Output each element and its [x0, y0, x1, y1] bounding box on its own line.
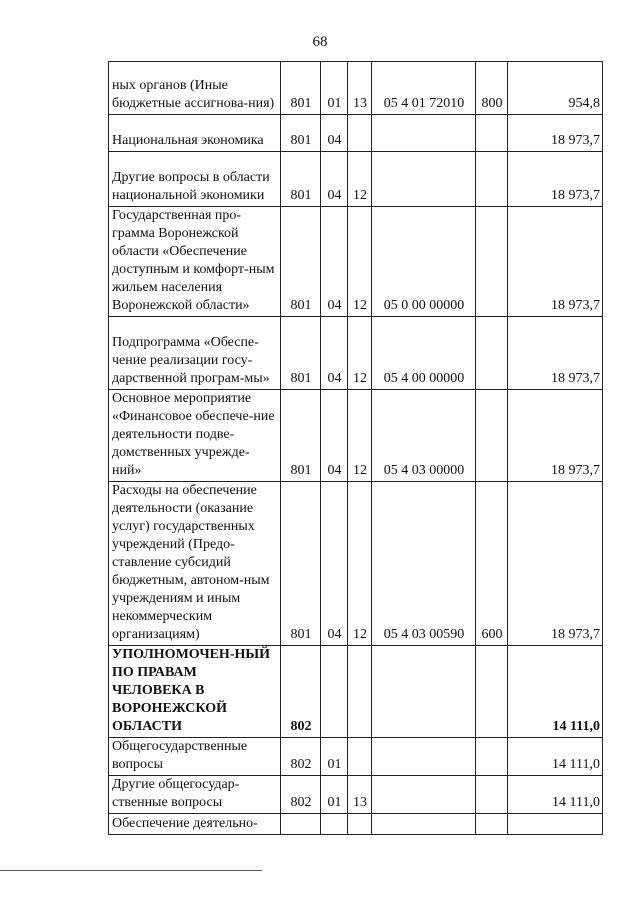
subsection-code-cell: 12	[348, 317, 372, 390]
amount-cell: 18 973,7	[508, 390, 603, 482]
ministry-code-cell: 802	[281, 776, 321, 814]
amount-cell	[508, 814, 603, 835]
table-row	[109, 115, 603, 152]
expense-type-cell	[476, 776, 508, 814]
target-article-cell	[372, 738, 476, 776]
section-code-cell: 01	[321, 62, 348, 115]
row-name-cell: Основное мероприятие «Финансовое обеспече-ние деятельности подве-домственных учрежде-ний»	[109, 390, 281, 482]
subsection-code-cell	[348, 115, 372, 152]
target-article-cell	[372, 152, 476, 207]
ministry-code-cell: 801	[281, 62, 321, 115]
page-number: 68	[312, 34, 328, 50]
table-row	[109, 207, 603, 317]
expense-type-cell	[476, 738, 508, 776]
table-row	[109, 738, 603, 776]
expense-type-cell	[476, 207, 508, 317]
target-article-cell: 05 4 03 00590	[372, 482, 476, 646]
section-code-cell: 04	[321, 115, 348, 152]
section-code-cell: 04	[321, 207, 348, 317]
expense-type-cell	[476, 152, 508, 207]
section-code-cell: 01	[321, 738, 348, 776]
expense-type-cell	[476, 390, 508, 482]
ministry-code-cell: 801	[281, 115, 321, 152]
ministry-code-cell: 801	[281, 482, 321, 646]
amount-cell: 18 973,7	[508, 152, 603, 207]
amount-cell: 954,8	[508, 62, 603, 115]
section-code-cell: 04	[321, 317, 348, 390]
section-code-cell: 01	[321, 776, 348, 814]
expense-type-cell: 600	[476, 482, 508, 646]
subsection-code-cell: 13	[348, 776, 372, 814]
section-code-cell: 04	[321, 152, 348, 207]
amount-cell: 18 973,7	[508, 207, 603, 317]
target-article-cell: 05 4 00 00000	[372, 317, 476, 390]
subsection-code-cell	[348, 646, 372, 738]
row-name-cell: Другие вопросы в области национальной экономики	[109, 152, 281, 207]
table-row	[109, 390, 603, 482]
ministry-code-cell: 802	[281, 738, 321, 776]
section-code-cell	[321, 814, 348, 835]
section-code-cell	[321, 646, 348, 738]
expense-type-cell	[476, 115, 508, 152]
ministry-code-cell	[281, 814, 321, 835]
row-name-cell: Национальная экономика	[109, 115, 281, 152]
ministry-code-cell: 802	[281, 646, 321, 738]
subsection-code-cell: 12	[348, 482, 372, 646]
amount-cell: 14 111,0	[508, 776, 603, 814]
ministry-code-cell: 801	[281, 207, 321, 317]
subsection-code-cell: 12	[348, 207, 372, 317]
subsection-code-cell	[348, 814, 372, 835]
row-name-cell: Расходы на обеспечение деятельности (оказание услуг) государственных учреждений (Предо-ставление субсидий бюджетным, автоном-ным учреждениям и иным некоммерческим организациям)	[109, 482, 281, 646]
subsection-code-cell: 12	[348, 152, 372, 207]
table-row	[109, 62, 603, 115]
table-row	[109, 776, 603, 814]
target-article-cell: 05 0 00 00000	[372, 207, 476, 317]
target-article-cell	[372, 646, 476, 738]
expense-type-cell	[476, 646, 508, 738]
expense-type-cell	[476, 317, 508, 390]
footer-rule	[0, 870, 262, 871]
section-code-cell: 04	[321, 482, 348, 646]
expense-type-cell	[476, 814, 508, 835]
budget-table	[108, 61, 603, 835]
amount-cell: 14 111,0	[508, 738, 603, 776]
subsection-code-cell: 13	[348, 62, 372, 115]
section-code-cell: 04	[321, 390, 348, 482]
amount-cell: 14 111,0	[508, 646, 603, 738]
target-article-cell	[372, 814, 476, 835]
amount-cell: 18 973,7	[508, 317, 603, 390]
row-name-cell: Государственная про-грамма Воронежской области «Обеспечение доступным и комфорт-ным жильем населения Воронежской области»	[109, 207, 281, 317]
table-row	[109, 152, 603, 207]
table-row	[109, 646, 603, 738]
table-row	[109, 317, 603, 390]
target-article-cell: 05 4 03 00000	[372, 390, 476, 482]
subsection-code-cell: 12	[348, 390, 372, 482]
target-article-cell	[372, 776, 476, 814]
expense-type-cell: 800	[476, 62, 508, 115]
ministry-code-cell: 801	[281, 390, 321, 482]
table-row	[109, 482, 603, 646]
row-name-cell: Подпрограмма «Обеспе-чение реализации госу-дарственной програм-мы»	[109, 317, 281, 390]
row-name-cell: Обеспечение деятельно-	[109, 814, 281, 835]
table-row	[109, 814, 603, 835]
target-article-cell	[372, 115, 476, 152]
subsection-code-cell	[348, 738, 372, 776]
amount-cell: 18 973,7	[508, 482, 603, 646]
amount-cell: 18 973,7	[508, 115, 603, 152]
ministry-code-cell: 801	[281, 152, 321, 207]
row-name-cell: Другие общегосудар-ственные вопросы	[109, 776, 281, 814]
row-name-cell: УПОЛНОМОЧЕН-НЫЙ ПО ПРАВАМ ЧЕЛОВЕКА В ВОРОНЕЖСКОЙ ОБЛАСТИ	[109, 646, 281, 738]
target-article-cell: 05 4 01 72010	[372, 62, 476, 115]
ministry-code-cell: 801	[281, 317, 321, 390]
row-name-cell: Общегосударственные вопросы	[109, 738, 281, 776]
row-name-cell: ных органов (Иные бюджетные ассигнова-ния)	[109, 62, 281, 115]
